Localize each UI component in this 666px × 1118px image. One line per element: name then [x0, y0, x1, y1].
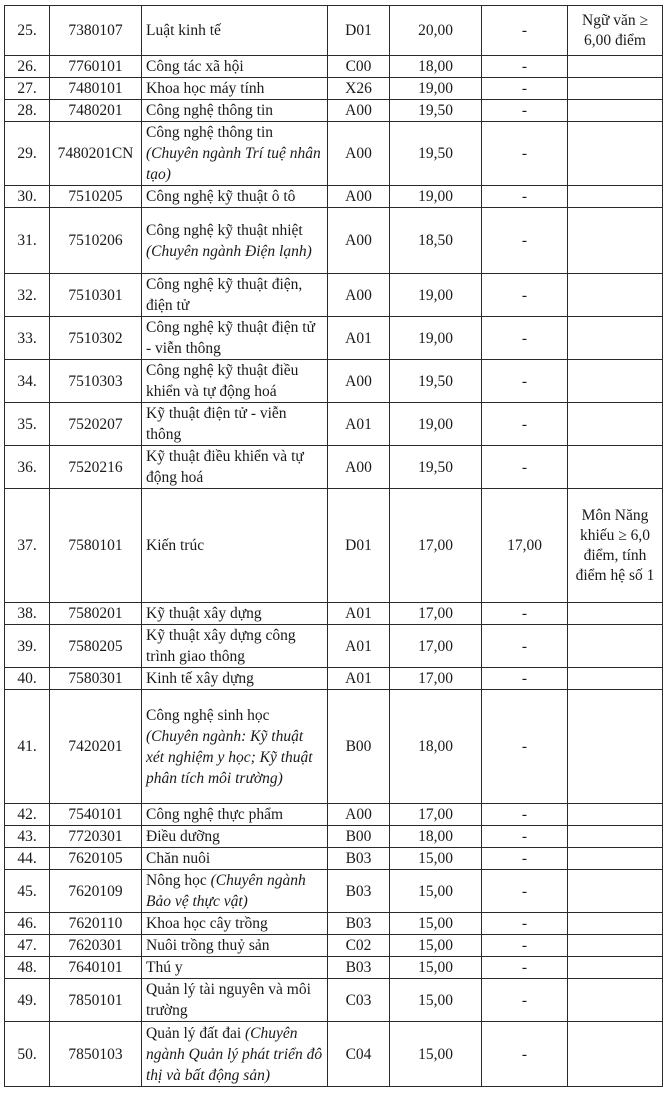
row-number: 33. [5, 317, 50, 360]
table-row [5, 446, 663, 489]
secondary-score: - [482, 56, 568, 78]
major-code: 7510206 [50, 208, 142, 274]
row-number: 28. [5, 100, 50, 122]
row-number: 45. [5, 870, 50, 913]
secondary-score: - [482, 870, 568, 913]
subject-combination: A00 [328, 186, 390, 208]
table-row [5, 100, 663, 122]
major-name-cell [142, 317, 328, 360]
major-name: Công nghệ kỹ thuật ô tô [146, 188, 296, 205]
major-name-cell [142, 274, 328, 317]
benchmark-score: 17,00 [390, 603, 482, 625]
secondary-score: - [482, 804, 568, 826]
subject-combination: A01 [328, 603, 390, 625]
table-row [5, 1022, 663, 1087]
note-cell [568, 870, 663, 913]
major-name-cell [142, 935, 328, 957]
secondary-score: - [482, 913, 568, 935]
secondary-score: - [482, 122, 568, 186]
major-code: 7580301 [50, 668, 142, 690]
table-row [5, 848, 663, 870]
subject-combination: A00 [328, 208, 390, 274]
major-name: Khoa học máy tính [146, 80, 265, 97]
major-name: Nông học [146, 872, 207, 889]
row-number: 46. [5, 913, 50, 935]
subject-combination: A01 [328, 317, 390, 360]
table-row [5, 6, 663, 56]
major-code: 7850103 [50, 1022, 142, 1087]
table-row [5, 979, 663, 1022]
benchmark-score: 18,50 [390, 208, 482, 274]
secondary-score: - [482, 186, 568, 208]
major-name-cell [142, 360, 328, 403]
row-number: 30. [5, 186, 50, 208]
table-body [5, 6, 663, 1087]
benchmark-score: 15,00 [390, 1022, 482, 1087]
major-code: 7620110 [50, 913, 142, 935]
subject-combination: C02 [328, 935, 390, 957]
major-code: 7380107 [50, 6, 142, 56]
row-number: 29. [5, 122, 50, 186]
benchmark-score: 20,00 [390, 6, 482, 56]
major-code: 7580205 [50, 625, 142, 668]
major-name: Công nghệ thông tin [146, 124, 274, 141]
major-name-cell [142, 913, 328, 935]
subject-combination: C00 [328, 56, 390, 78]
table-row [5, 668, 663, 690]
subject-combination: C03 [328, 979, 390, 1022]
benchmark-score: 17,00 [390, 668, 482, 690]
note-cell: Ngữ văn ≥ 6,00 điểm [568, 6, 663, 56]
subject-combination: A00 [328, 122, 390, 186]
row-number: 49. [5, 979, 50, 1022]
major-code: 7850101 [50, 979, 142, 1022]
major-name-cell [142, 100, 328, 122]
note-cell [568, 56, 663, 78]
major-name: Công nghệ kỹ thuật điều khiển và tự động hoá [146, 362, 299, 400]
major-code: 7520207 [50, 403, 142, 446]
row-number: 31. [5, 208, 50, 274]
row-number: 44. [5, 848, 50, 870]
row-number: 39. [5, 625, 50, 668]
table-row [5, 489, 663, 603]
row-number: 37. [5, 489, 50, 603]
benchmark-score: 15,00 [390, 913, 482, 935]
benchmark-score: 19,00 [390, 403, 482, 446]
major-name: Kinh tế xây dựng [146, 670, 254, 687]
note-cell [568, 935, 663, 957]
subject-combination: A01 [328, 625, 390, 668]
benchmark-score: 18,00 [390, 826, 482, 848]
note-cell [568, 446, 663, 489]
secondary-score: - [482, 6, 568, 56]
major-name-cell [142, 690, 328, 804]
subject-combination: B00 [328, 826, 390, 848]
table-row [5, 625, 663, 668]
subject-combination: A00 [328, 274, 390, 317]
note-cell: Môn Năng khiếu ≥ 6,0 điểm, tính điểm hệ số 1 [568, 489, 663, 603]
note-cell [568, 826, 663, 848]
major-name: Kiến trúc [146, 537, 205, 554]
benchmark-score: 19,00 [390, 186, 482, 208]
note-cell [568, 603, 663, 625]
major-code: 7620109 [50, 870, 142, 913]
row-number: 36. [5, 446, 50, 489]
major-code: 7510301 [50, 274, 142, 317]
subject-combination: X26 [328, 78, 390, 100]
benchmark-score: 19,50 [390, 360, 482, 403]
major-name: Quản lý tài nguyên và môi trường [146, 981, 311, 1019]
subject-combination: C04 [328, 1022, 390, 1087]
secondary-score: - [482, 446, 568, 489]
secondary-score: - [482, 826, 568, 848]
table-row [5, 208, 663, 274]
major-name: Thú y [146, 959, 183, 976]
table-row [5, 935, 663, 957]
benchmark-score: 17,00 [390, 804, 482, 826]
table-row [5, 804, 663, 826]
major-code: 7540101 [50, 804, 142, 826]
row-number: 48. [5, 957, 50, 979]
major-code: 7510205 [50, 186, 142, 208]
row-number: 34. [5, 360, 50, 403]
row-number: 26. [5, 56, 50, 78]
note-cell [568, 913, 663, 935]
row-number: 41. [5, 690, 50, 804]
major-code: 7720301 [50, 826, 142, 848]
benchmark-score: 19,50 [390, 122, 482, 186]
secondary-score: - [482, 403, 568, 446]
secondary-score: - [482, 668, 568, 690]
major-name-cell [142, 186, 328, 208]
major-name: Kỹ thuật điều khiển và tự động hoá [146, 448, 304, 486]
major-name: Chăn nuôi [146, 850, 211, 867]
major-code: 7580101 [50, 489, 142, 603]
major-name-cell [142, 122, 328, 186]
major-name-cell [142, 489, 328, 603]
secondary-score: - [482, 935, 568, 957]
major-specialization: (Chuyên ngành Bảo vệ thực vật) [146, 872, 306, 910]
benchmark-score: 17,00 [390, 625, 482, 668]
major-specialization: (Chuyên ngành Quản lý phát triển đô thị và bất động sản) [146, 1024, 323, 1084]
table-row [5, 122, 663, 186]
major-name: Kỹ thuật xây dựng công trình giao thông [146, 627, 296, 665]
major-code: 7620105 [50, 848, 142, 870]
note-cell [568, 668, 663, 690]
benchmark-score: 17,00 [390, 489, 482, 603]
major-name-cell [142, 870, 328, 913]
major-name-cell [142, 78, 328, 100]
subject-combination: A01 [328, 668, 390, 690]
benchmark-score: 15,00 [390, 848, 482, 870]
note-cell [568, 122, 663, 186]
major-code: 7580201 [50, 603, 142, 625]
major-specialization: (Chuyên ngành Điện lạnh) [146, 242, 312, 260]
subject-combination: A00 [328, 360, 390, 403]
major-name: Luật kinh tế [146, 22, 221, 39]
subject-combination: B03 [328, 913, 390, 935]
major-name: Điều dưỡng [146, 828, 220, 845]
major-name-cell [142, 403, 328, 446]
major-name-cell [142, 826, 328, 848]
major-name: Công nghệ thông tin [146, 102, 274, 119]
secondary-score: - [482, 979, 568, 1022]
major-name: Công nghệ kỹ thuật điện, điện tử [146, 276, 303, 314]
major-name-cell [142, 1022, 328, 1087]
subject-combination: A00 [328, 100, 390, 122]
major-name-cell [142, 957, 328, 979]
benchmark-score: 18,00 [390, 56, 482, 78]
major-specialization: (Chuyên ngành Trí tuệ nhân tạo) [146, 145, 321, 183]
major-name: Công tác xã hội [146, 58, 244, 75]
row-number: 40. [5, 668, 50, 690]
major-name-cell [142, 625, 328, 668]
major-code: 7510302 [50, 317, 142, 360]
major-code: 7480201 [50, 100, 142, 122]
note-cell [568, 360, 663, 403]
table-row [5, 870, 663, 913]
secondary-score: - [482, 625, 568, 668]
major-name: Quản lý đất đai [146, 1024, 242, 1042]
row-number: 38. [5, 603, 50, 625]
benchmark-score: 19,50 [390, 100, 482, 122]
major-code: 7640101 [50, 957, 142, 979]
secondary-score: - [482, 274, 568, 317]
secondary-score: - [482, 1022, 568, 1087]
subject-combination: A01 [328, 403, 390, 446]
note-cell [568, 979, 663, 1022]
secondary-score: - [482, 78, 568, 100]
secondary-score: - [482, 690, 568, 804]
major-code: 7520216 [50, 446, 142, 489]
note-cell [568, 848, 663, 870]
subject-combination: B03 [328, 957, 390, 979]
benchmark-score: 19,00 [390, 78, 482, 100]
table-row [5, 957, 663, 979]
subject-combination: B03 [328, 848, 390, 870]
major-code: 7480201CN [50, 122, 142, 186]
major-name: Kỹ thuật điện tử - viễn thông [146, 405, 287, 443]
major-name: Công nghệ sinh học [146, 706, 270, 724]
major-name: Công nghệ kỹ thuật nhiệt [146, 221, 303, 239]
subject-combination: A00 [328, 446, 390, 489]
benchmark-score: 15,00 [390, 870, 482, 913]
row-number: 50. [5, 1022, 50, 1087]
major-name-cell [142, 603, 328, 625]
major-name-cell [142, 6, 328, 56]
row-number: 43. [5, 826, 50, 848]
major-name-cell [142, 804, 328, 826]
major-name: Công nghệ thực phẩm [146, 806, 284, 823]
major-name-cell [142, 208, 328, 274]
secondary-score: - [482, 317, 568, 360]
note-cell [568, 274, 663, 317]
note-cell [568, 804, 663, 826]
secondary-score: - [482, 848, 568, 870]
benchmark-score: 19,00 [390, 274, 482, 317]
row-number: 25. [5, 6, 50, 56]
secondary-score: - [482, 208, 568, 274]
secondary-score: - [482, 603, 568, 625]
table-row [5, 360, 663, 403]
row-number: 32. [5, 274, 50, 317]
note-cell [568, 78, 663, 100]
benchmark-score: 19,00 [390, 317, 482, 360]
benchmark-score: 15,00 [390, 979, 482, 1022]
major-code: 7760101 [50, 56, 142, 78]
major-specialization: (Chuyên ngành: Kỹ thuật xét nghiệm y học; Kỹ thuật phân tích môi trường) [146, 727, 313, 787]
benchmark-score: 15,00 [390, 935, 482, 957]
table-row [5, 403, 663, 446]
note-cell [568, 957, 663, 979]
major-name: Công nghệ kỹ thuật điện tử - viễn thông [146, 319, 315, 357]
note-cell [568, 690, 663, 804]
subject-combination: B00 [328, 690, 390, 804]
major-name-cell [142, 668, 328, 690]
major-name-cell [142, 446, 328, 489]
table-row [5, 56, 663, 78]
row-number: 42. [5, 804, 50, 826]
table-row [5, 826, 663, 848]
table-row [5, 603, 663, 625]
row-number: 27. [5, 78, 50, 100]
table-row [5, 186, 663, 208]
major-name-cell [142, 848, 328, 870]
subject-combination: A00 [328, 804, 390, 826]
table-row [5, 274, 663, 317]
table-row [5, 78, 663, 100]
major-code: 7510303 [50, 360, 142, 403]
major-name: Kỹ thuật xây dựng [146, 605, 262, 622]
note-cell [568, 1022, 663, 1087]
note-cell [568, 186, 663, 208]
major-code: 7420201 [50, 690, 142, 804]
major-code: 7480101 [50, 78, 142, 100]
subject-combination: B03 [328, 870, 390, 913]
note-cell [568, 100, 663, 122]
table-row [5, 317, 663, 360]
major-name: Nuôi trồng thuỷ sản [146, 937, 270, 954]
secondary-score: - [482, 957, 568, 979]
major-code: 7620301 [50, 935, 142, 957]
major-name-cell [142, 56, 328, 78]
subject-combination: D01 [328, 6, 390, 56]
benchmark-score: 18,00 [390, 690, 482, 804]
secondary-score: - [482, 360, 568, 403]
note-cell [568, 625, 663, 668]
secondary-score: 17,00 [482, 489, 568, 603]
table-row [5, 690, 663, 804]
table-row [5, 913, 663, 935]
row-number: 47. [5, 935, 50, 957]
row-number: 35. [5, 403, 50, 446]
benchmark-score: 19,50 [390, 446, 482, 489]
note-cell [568, 317, 663, 360]
secondary-score: - [482, 100, 568, 122]
major-name-cell [142, 979, 328, 1022]
note-cell [568, 403, 663, 446]
subject-combination: D01 [328, 489, 390, 603]
note-cell [568, 208, 663, 274]
benchmark-score: 15,00 [390, 957, 482, 979]
major-name: Khoa học cây trồng [146, 915, 268, 932]
admission-score-table [4, 5, 663, 1087]
